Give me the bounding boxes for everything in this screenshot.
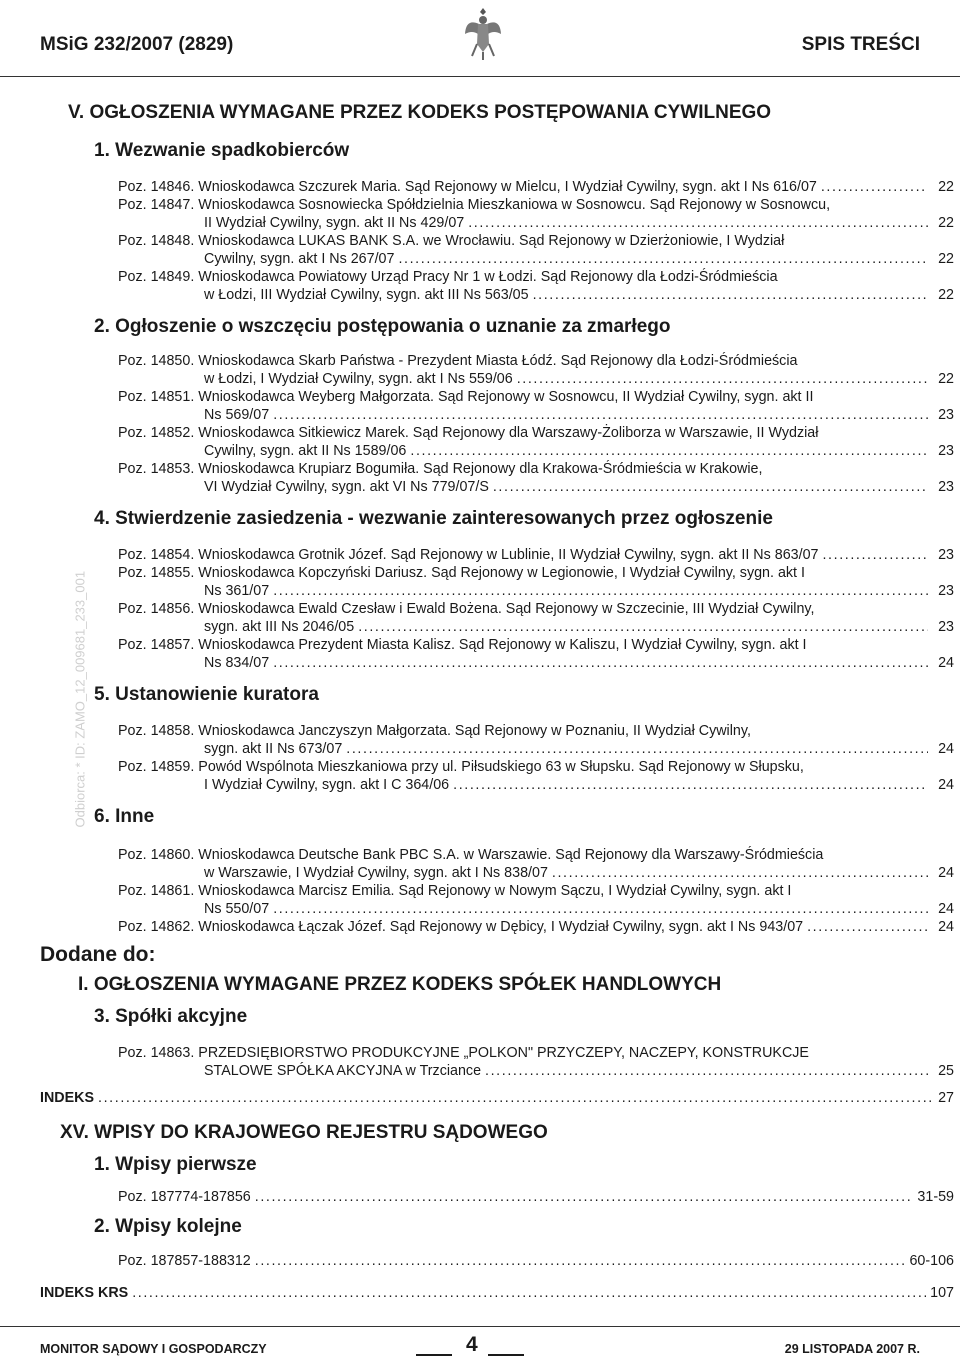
toc-entry[interactable]: Poz. 14857. Wnioskodawca Prezydent Miasta Kalisz. Sąd Rejonowy w Kaliszu, I Wydział Cywilny, sygn. akt I Ns 834/07 ..... 24 bbox=[118, 636, 954, 672]
toc-entry[interactable]: Poz. 14858. Wnioskodawca Janczyszyn Małgorzata. Sąd Rejonowy w Poznaniu, II Wydział Cywilny, sygn. akt II Ns 673/07 ..... 24 bbox=[118, 722, 954, 758]
toc-entry[interactable]: Poz. 14861. Wnioskodawca Marcisz Emilia. Sąd Rejonowy w Nowym Sączu, I Wydział Cywilny, sygn. akt I Ns 550/07 ..... 24 bbox=[118, 882, 954, 918]
publication-date: 29 LISTOPADA 2007 R. bbox=[784, 1342, 920, 1356]
index-entry[interactable]: INDEKS ..... 27 bbox=[40, 1090, 954, 1106]
page-number: 4 bbox=[466, 1333, 478, 1356]
toc-entry[interactable]: Poz. 187857-188312 ..... 60-106 bbox=[118, 1252, 954, 1270]
subsection-4-heading: 4. Stwierdzenie zasiedzenia - wezwanie zainteresowanych przez ogłoszenie bbox=[94, 508, 773, 529]
toc-entry[interactable]: Poz. 14847. Wnioskodawca Sosnowiecka Spółdzielnia Mieszkaniowa w Sosnowcu. Sąd Rejonowy w Sosnowcu, II Wydział Cywilny, sygn. akt II Ns 429/07 ..... 22 bbox=[118, 196, 954, 232]
page-number-dash bbox=[488, 1354, 524, 1356]
page-number-dash bbox=[416, 1354, 452, 1356]
publication-name: MONITOR SĄDOWY I GOSPODARCZY bbox=[40, 1342, 267, 1356]
index-krs-entry[interactable]: INDEKS KRS ..... 107 bbox=[40, 1285, 954, 1301]
section-xv-heading: XV. WPISY DO KRAJOWEGO REJESTRU SĄDOWEGO bbox=[60, 1122, 548, 1143]
toc-entry[interactable]: Poz. 14862. Wnioskodawca Łączak Józef. Sąd Rejonowy w Dębicy, I Wydział Cywilny, sygn. akt I Ns 943/07 ..... 24 bbox=[118, 918, 954, 936]
recipient-watermark: Odbiorca: * ID: ZAMO_12_009681_233_001 bbox=[72, 570, 88, 828]
toc-entry[interactable]: Poz. 14859. Powód Wspólnota Mieszkaniowa przy ul. Piłsudskiego 63 w Słupsku. Sąd Rejonowy w Słupsku, I Wydział Cywilny, sygn. akt I C 364/06 ..... 24 bbox=[118, 758, 954, 794]
toc-entry[interactable]: Poz. 14851. Wnioskodawca Weyberg Małgorzata. Sąd Rejonowy w Sosnowcu, II Wydział Cywilny, sygn. akt II Ns 569/07 ..... 23 bbox=[118, 388, 954, 424]
toc-entry[interactable]: Poz. 14856. Wnioskodawca Ewald Czesław i Ewald Bożena. Sąd Rejonowy w Szczecinie, III Wydział Cywilny, sygn. akt III Ns 2046/05 ..... 23 bbox=[118, 600, 954, 636]
toc-entry[interactable]: Poz. 14853. Wnioskodawca Krupiarz Bogumiła. Sąd Rejonowy dla Krakowa-Śródmieścia w Krakowie, VI Wydział Cywilny, sygn. akt VI Ns 779/07/S ..... 23 bbox=[118, 460, 954, 496]
toc-entry[interactable]: Poz. 14854. Wnioskodawca Grotnik Józef. Sąd Rejonowy w Lublinie, II Wydział Cywilny, sygn. akt II Ns 863/07 ..... 23 bbox=[118, 546, 954, 564]
eagle-emblem-icon bbox=[464, 4, 502, 62]
subsection-6-heading: 6. Inne bbox=[94, 806, 155, 827]
toc-entry[interactable]: Poz. 14850. Wnioskodawca Skarb Państwa - Prezydent Miasta Łódź. Sąd Rejonowy dla Łodzi-Śródmieścia w Łodzi, I Wydział Cywilny, sygn. akt I Ns 559/06 ..... 22 bbox=[118, 352, 954, 388]
subsection-2-heading: 2. Ogłoszenie o wszczęciu postępowania o uznanie za zmarłego bbox=[94, 316, 671, 337]
toc-entry[interactable]: Poz. 14846. Wnioskodawca Szczurek Maria. Sąd Rejonowy w Mielcu, I Wydział Cywilny, sygn. akt I Ns 616/07 ..... 22 bbox=[118, 178, 954, 196]
toc-entry[interactable]: Poz. 14852. Wnioskodawca Sitkiewicz Marek. Sąd Rejonowy dla Warszawy-Żoliborza w Warszawie, II Wydział Cywilny, sygn. akt II Ns 1589/06 ..... 23 bbox=[118, 424, 954, 460]
toc-entry[interactable]: Poz. 14863. PRZEDSIĘBIORSTWO PRODUKCYJNE „POLKON" PRZYCZEPY, NACZEPY, KONSTRUKCJE STALOWE SPÓŁKA AKCYJNA w Trzciance ..... 25 bbox=[118, 1044, 954, 1080]
krs-subsequent-entries-heading: 2. Wpisy kolejne bbox=[94, 1216, 242, 1237]
toc-entry[interactable]: Poz. 14848. Wnioskodawca LUKAS BANK S.A. we Wrocławiu. Sąd Rejonowy w Dzierżoniowie, I Wydział Cywilny, sygn. akt I Ns 267/07 ..... 22 bbox=[118, 232, 954, 268]
section-v-heading: V. OGŁOSZENIA WYMAGANE PRZEZ KODEKS POSTĘPOWANIA CYWILNEGO bbox=[68, 102, 772, 123]
subsection-3-heading: 3. Spółki akcyjne bbox=[94, 1006, 248, 1027]
footer-rule bbox=[0, 1326, 960, 1327]
toc-entry[interactable]: Poz. 14860. Wnioskodawca Deutsche Bank PBC S.A. w Warszawie. Sąd Rejonowy dla Warszawy-Śródmieścia w Warszawie, I Wydział Cywilny, sygn. akt I Ns 838/07 ..... 24 bbox=[118, 846, 954, 882]
issue-number: MSiG 232/2007 (2829) bbox=[40, 34, 234, 55]
added-to-heading: Dodane do: bbox=[40, 943, 156, 966]
krs-first-entries-heading: 1. Wpisy pierwsze bbox=[94, 1154, 257, 1175]
subsection-1-heading: 1. Wezwanie spadkobierców bbox=[94, 140, 350, 161]
toc-entry[interactable]: Poz. 14855. Wnioskodawca Kopczyński Dariusz. Sąd Rejonowy w Legionowie, I Wydział Cywilny, sygn. akt I Ns 361/07 ..... 23 bbox=[118, 564, 954, 600]
section-i-heading: I. OGŁOSZENIA WYMAGANE PRZEZ KODEKS SPÓŁEK HANDLOWYCH bbox=[78, 974, 722, 995]
page-section-label: SPIS TREŚCI bbox=[801, 34, 920, 55]
subsection-5-heading: 5. Ustanowienie kuratora bbox=[94, 684, 319, 705]
header-rule bbox=[0, 76, 960, 77]
toc-entry[interactable]: Poz. 14849. Wnioskodawca Powiatowy Urząd Pracy Nr 1 w Łodzi. Sąd Rejonowy dla Łodzi-Śródmieścia w Łodzi, III Wydział Cywilny, sygn. akt III Ns 563/05 ..... 22 bbox=[118, 268, 954, 304]
toc-entry[interactable]: Poz. 187774-187856 ..... 31-59 bbox=[118, 1188, 954, 1206]
